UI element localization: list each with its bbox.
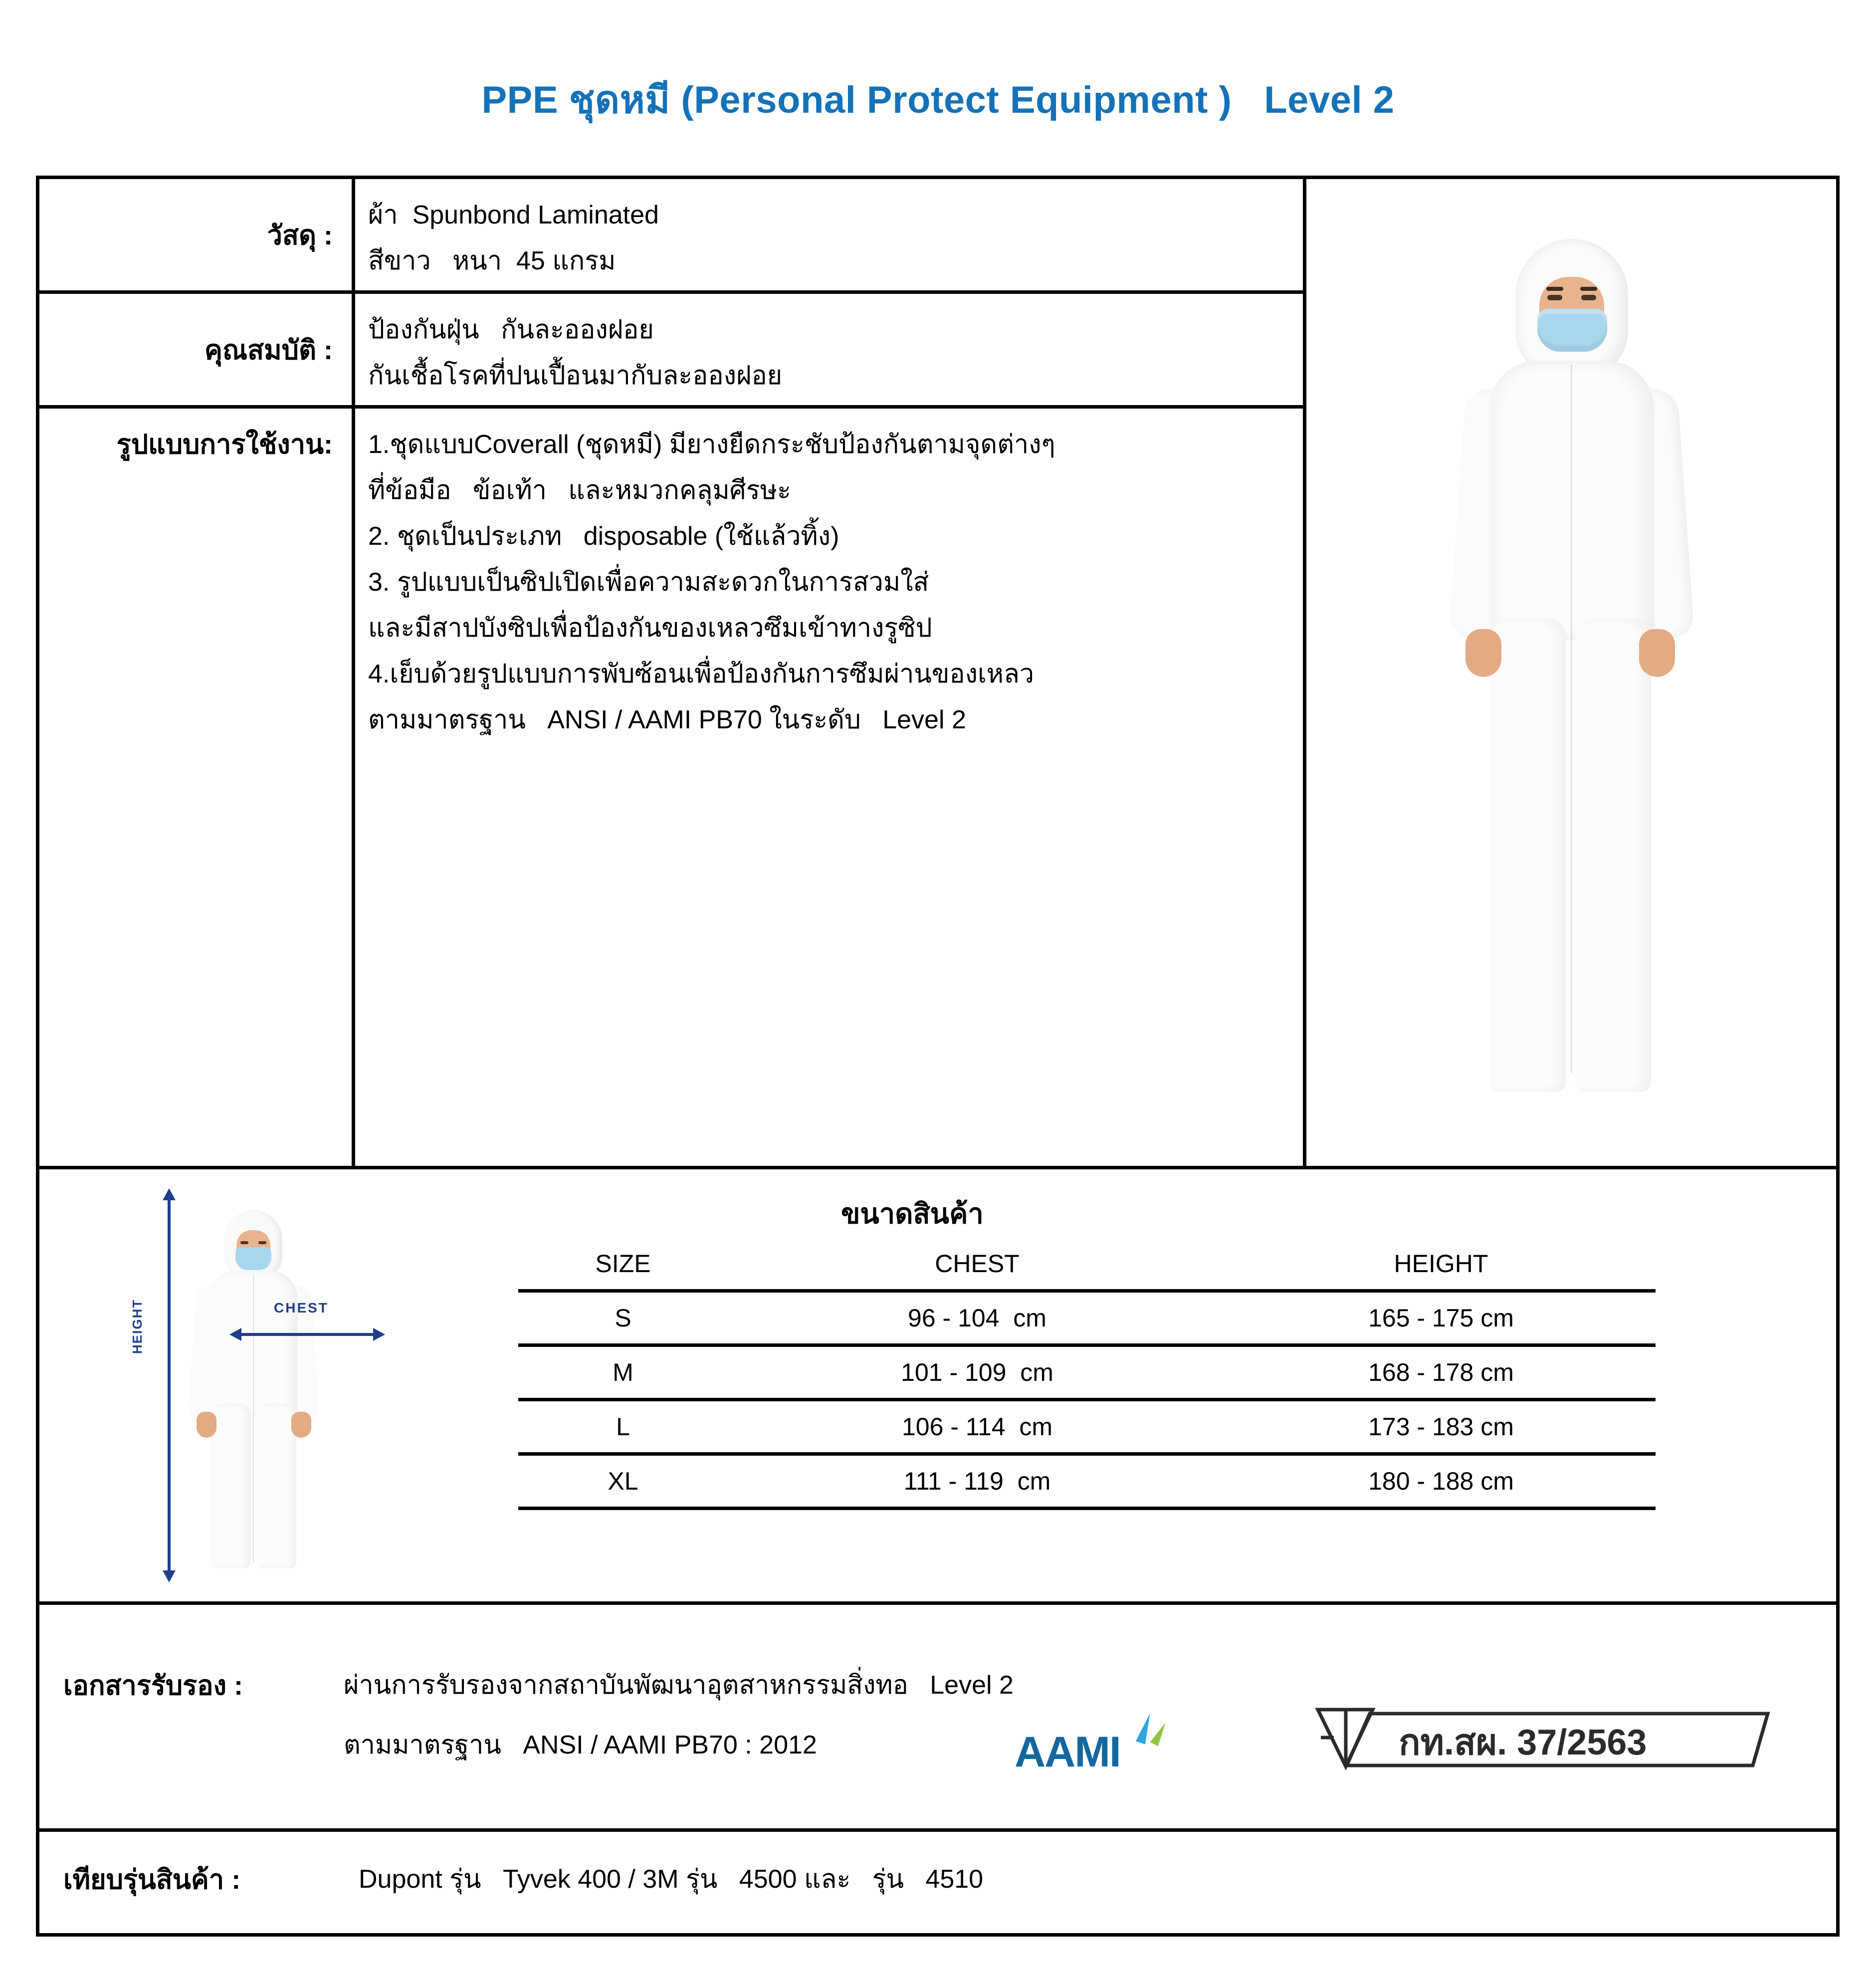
properties-value: [355, 294, 1303, 405]
model-hand-left: [1465, 629, 1501, 677]
surgical-mask-icon: [1537, 309, 1607, 352]
certification-line-1: ผ่านการรับรองจากสถาบันพัฒนาอุตสาหกรรมสิ่งทอ Level 2: [344, 1671, 1014, 1700]
equivalent-model-section: [39, 1832, 1836, 1934]
model-eye-left: [1547, 295, 1562, 300]
cell-chest-l: 106 - 114 cm: [901, 1413, 1052, 1441]
properties-line-1: ป้องกันฝุ่น กันละอองฝอย: [368, 315, 654, 344]
height-arrow-icon: [168, 1198, 171, 1572]
size-table-header-row: [518, 1238, 1656, 1291]
diagram-leg-right: [256, 1404, 296, 1568]
aami-logo-text: AAMI: [1015, 1728, 1120, 1776]
aami-logo: [1015, 1709, 1179, 1776]
usage-line-7: ตามมาตรฐาน ANSI / AAMI PB70 ในระดับ Level 2: [368, 705, 966, 734]
properties-line-2: กันเชื้อโรคที่ปนเปื้อนมากับละอองฝอย: [368, 361, 783, 390]
cell-size-m: M: [613, 1358, 633, 1386]
size-table-header-chest: CHEST: [935, 1250, 1020, 1278]
usage-line-1: 1.ชุดแบบCoverall (ชุดหมี) มียางยืดกระชับป้องกันตามจุดต่างๆ: [368, 430, 1055, 459]
diagram-eye-right: [258, 1241, 266, 1244]
size-table-header-height: HEIGHT: [1394, 1250, 1488, 1278]
cell-height-s: 165 - 175 cm: [1368, 1304, 1514, 1332]
certification-line-2: ตามมาตรฐาน ANSI / AAMI PB70 : 2012: [344, 1731, 817, 1759]
cell-height-xl: 180 - 188 cm: [1368, 1467, 1514, 1495]
height-arrow-label: HEIGHT: [130, 1299, 145, 1354]
chest-arrow-label: CHEST: [274, 1300, 329, 1316]
specification-table: [39, 179, 1306, 1166]
diagram-eye-left: [240, 1241, 248, 1244]
material-line-1: ผ้า Spunbond Laminated: [368, 201, 659, 229]
table-row: [518, 1454, 1656, 1509]
table-row: [518, 1345, 1656, 1400]
tisi-certification-stamp: [1314, 1703, 1773, 1772]
model-eyebrow-right: [1580, 287, 1597, 291]
diagram-zipper: [253, 1274, 254, 1563]
cell-chest-s: 96 - 104 cm: [908, 1304, 1046, 1332]
usage-value: [355, 409, 1303, 1166]
certification-section: [39, 1605, 1836, 1832]
size-section: [39, 1166, 1836, 1605]
table-row: [518, 1291, 1656, 1345]
cell-size-xl: XL: [608, 1467, 638, 1495]
diagram-mask-icon: [235, 1247, 271, 1270]
diagram-leg-left: [210, 1404, 250, 1568]
spec-sheet-frame: [36, 176, 1840, 1937]
size-section-title: ขนาดสินค้า: [841, 1198, 984, 1229]
diagram-hand-left: [197, 1412, 216, 1438]
cell-height-l: 173 - 183 cm: [1368, 1413, 1514, 1441]
product-photo-image: [1442, 239, 1701, 1102]
cell-size-l: L: [616, 1413, 630, 1441]
table-row: [518, 1400, 1656, 1454]
coverall-leg-right: [1575, 618, 1651, 1092]
equivalent-model-label: เทียบรุ่นสินค้า :: [63, 1865, 241, 1895]
aami-leaf-green-icon: [1150, 1721, 1169, 1747]
usage-line-5: และมีสาปบังซิปเพื่อป้องกันของเหลวซึมเข้าทางรูซิป: [368, 614, 932, 643]
cell-chest-m: 101 - 109 cm: [901, 1358, 1053, 1386]
product-photo-cell: [1306, 179, 1836, 1166]
usage-line-6: 4.เย็บด้วยรูปแบบการพับซ้อนเพื่อป้องกันการซึมผ่านของเหลว: [368, 659, 1035, 688]
spec-row-properties: [39, 294, 1303, 409]
coverall-leg-left: [1490, 618, 1566, 1092]
size-table: [518, 1238, 1656, 1510]
chest-arrow-icon: [240, 1333, 374, 1336]
specification-section: [39, 179, 1836, 1166]
coverall-zipper: [1571, 365, 1572, 1073]
tisi-stamp-label: กท.สผ. 37/2563: [1399, 1723, 1647, 1762]
usage-label: รูปแบบการใช้งาน:: [39, 409, 355, 1166]
size-table-header-size: SIZE: [595, 1250, 651, 1278]
model-eye-right: [1581, 295, 1596, 300]
model-eyebrow-left: [1546, 287, 1563, 291]
material-value: [355, 179, 1303, 290]
usage-line-4: 3. รูปแบบเป็นซิปเปิดเพื่อความสะดวกในการสวมใส่: [368, 568, 929, 597]
material-line-2: สีขาว หนา 45 แกรม: [368, 246, 616, 275]
diagram-hand-right: [291, 1412, 311, 1438]
usage-line-3: 2. ชุดเป็นประเภท disposable (ใช้แล้วทิ้ง): [368, 522, 839, 551]
usage-line-2: ที่ข้อมือ ข้อเท้า และหมวกคลุมศีรษะ: [368, 476, 791, 505]
cell-height-m: 168 - 178 cm: [1368, 1358, 1514, 1386]
equivalent-model-value: Dupont รุ่น Tyvek 400 / 3M รุ่น 4500 และ รุ่น 4510: [359, 1865, 984, 1894]
certification-label: เอกสารรับรอง :: [63, 1671, 243, 1701]
cell-chest-xl: 111 - 119 cm: [903, 1467, 1051, 1495]
size-diagram: [127, 1189, 436, 1583]
properties-label: คุณสมบัติ :: [39, 294, 355, 405]
model-hand-right: [1639, 629, 1675, 677]
page-title: PPE ชุดหมี (Personal Protect Equipment ) Level 2: [481, 79, 1395, 121]
tisi-stamp-shape: [1314, 1703, 1773, 1772]
spec-row-usage: [39, 409, 1303, 1166]
cell-size-s: S: [615, 1304, 631, 1332]
material-label: วัสดุ :: [39, 179, 355, 290]
spec-row-material: [39, 179, 1303, 294]
